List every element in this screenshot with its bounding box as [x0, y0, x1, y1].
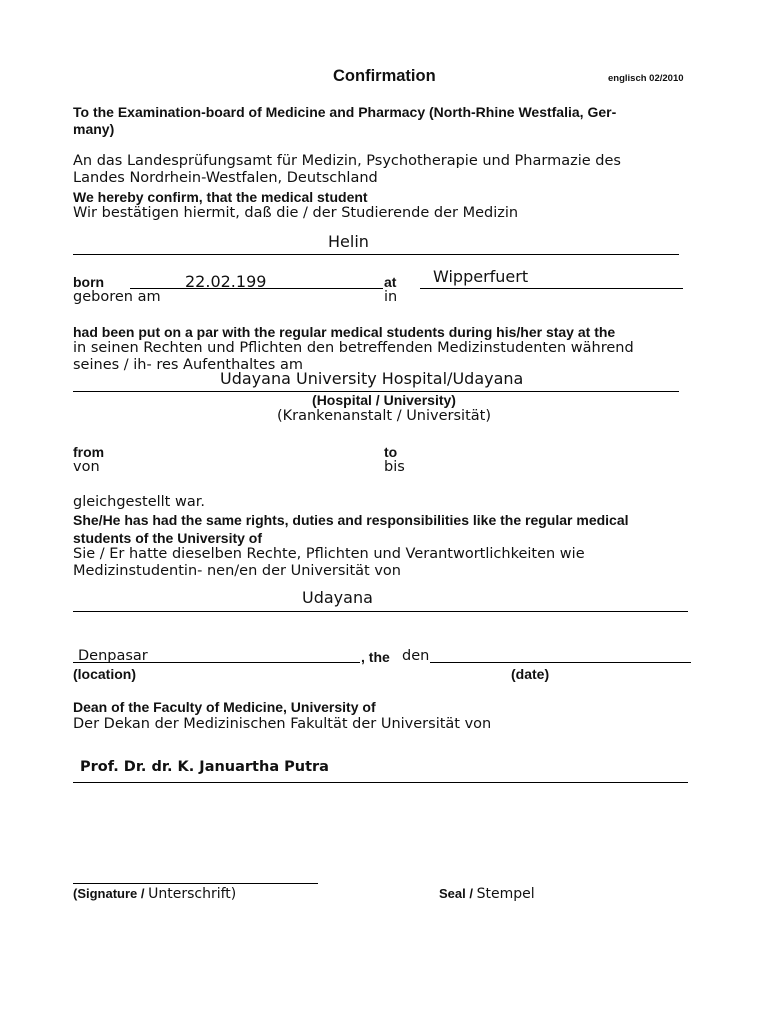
hospital-label-de: (Krankenanstalt / Universität) [276, 408, 491, 424]
dean-title-de: Der Dekan der Medizinischen Fakultät der Universität von [73, 716, 492, 732]
form-version: englisch 02/2010 [608, 73, 684, 84]
confirm-en: We hereby confirm, that the medical student [73, 189, 368, 205]
location-value: Denpasar [78, 648, 148, 664]
document-title: Confirmation [333, 67, 436, 85]
to-label-de: bis [384, 459, 405, 475]
date-line [430, 662, 691, 663]
location-label: (location) [73, 666, 136, 682]
location-line [73, 662, 360, 663]
equal-de: gleichgestellt war. [73, 494, 205, 510]
hospital-label-en: (Hospital / University) [312, 392, 456, 408]
dean-line [73, 782, 688, 783]
signature-label-en: (Signature / [73, 886, 149, 901]
par-en: had been put on a par with the regular medical students during his/her stay at the [73, 324, 616, 340]
born-label-de: geboren am [73, 289, 161, 305]
dean-name: Prof. Dr. dr. K. Januartha Putra [80, 759, 329, 775]
at-label-de: in [384, 289, 398, 305]
rights-en-line1: She/He has had the same rights, duties and responsibilities like the regular medical [73, 512, 629, 528]
birth-place: Wipperfuert [433, 267, 529, 286]
student-name: Helin [328, 232, 369, 251]
rights-en-line2: students of the University of [73, 530, 263, 546]
the-label-en: , the [361, 649, 390, 665]
university-value: Udayana [302, 588, 373, 607]
hospital-value: Udayana University Hospital/Udayana [220, 369, 524, 388]
birth-place-line [420, 288, 683, 289]
addressee-en-line1: To the Examination-board of Medicine and Pharmacy (North-Rhine Westfalia, Ger- [73, 104, 617, 120]
birth-date: 22.02.199 [185, 272, 267, 291]
hospital-label-en-row [0, 392, 768, 408]
signature-line [73, 883, 318, 884]
hospital-label-de-row [0, 408, 768, 424]
addressee-de-line1: An das Landesprüfungsamt für Medizin, Psychotherapie und Pharmazie des [73, 153, 621, 169]
born-label-en: born [73, 274, 105, 290]
rights-de-line1: Sie / Er hatte dieselben Rechte, Pflichten und Verantwortlichkeiten wie [73, 546, 585, 562]
from-label-en: from [73, 444, 105, 460]
seal-label-de: Stempel [476, 886, 535, 902]
dean-title-en: Dean of the Faculty of Medicine, University of [73, 699, 376, 715]
the-label-de: den [402, 648, 430, 664]
birth-date-line [130, 288, 383, 289]
at-label-en: at [384, 274, 397, 290]
addressee-de-line2: Landes Nordrhein-Westfalen, Deutschland [73, 170, 378, 186]
signature-label-de: Unterschrift) [148, 886, 237, 902]
confirm-de: Wir bestätigen hiermit, daß die / der Studierende der Medizin [73, 205, 519, 221]
university-line [73, 611, 688, 612]
seal-label [439, 885, 535, 903]
signature-label [73, 885, 236, 903]
par-de-line2: seines / ih- res Aufenthaltes am [73, 357, 303, 373]
to-label-en: to [384, 444, 398, 460]
rights-de-line2: Medizinstudentin- nen/en der Universität von [73, 563, 401, 579]
par-de-line1: in seinen Rechten und Pflichten den betreffenden Medizinstudenten während [73, 340, 634, 356]
name-line [73, 254, 679, 255]
from-label-de: von [73, 459, 100, 475]
seal-label-en: Seal / [439, 886, 477, 901]
date-label: (date) [511, 666, 550, 682]
addressee-en-line2: many) [73, 121, 115, 137]
